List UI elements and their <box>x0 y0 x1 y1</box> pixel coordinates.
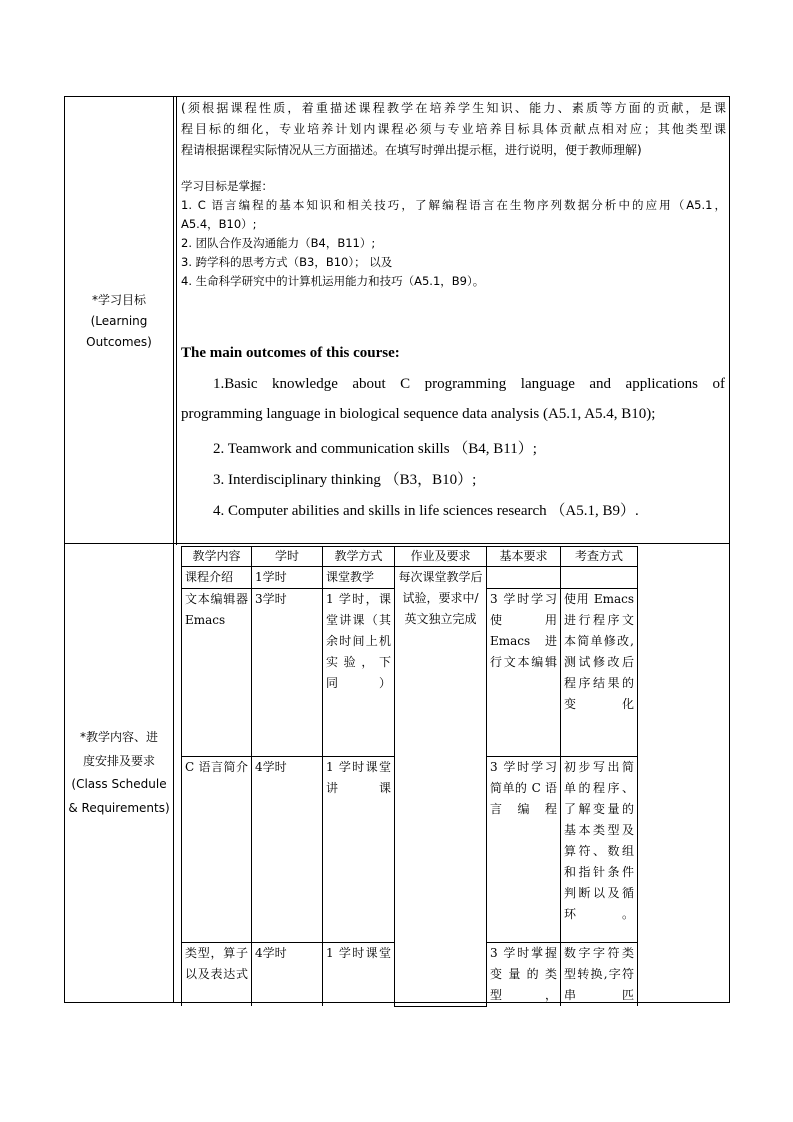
table-cell: 课程介绍 <box>182 567 252 589</box>
learning-outcomes-content <box>181 98 726 291</box>
outcome-en-item: programming language in biological sequence data analysis (A5.1, A5.4, B10); <box>181 406 656 422</box>
label-cn: *学习目标 <box>91 293 146 307</box>
column-header: 学时 <box>252 547 323 567</box>
table-cell: 文本编辑器Emacs <box>182 589 252 757</box>
column-header: 作业及要求 <box>395 547 487 567</box>
outcome-cn-item: 1. C 语言编程的基本知识和相关技巧，了解编程语言在生物序列数据分析中的应用（A5.1， <box>181 198 726 212</box>
outcome-en-item: 3. Interdisciplinary thinking （B3，B10）; <box>213 472 477 488</box>
table-cell: 1 学时，课堂讲课（其余时间上机实验，下同） <box>323 589 395 757</box>
table-cell: 4学时 <box>252 757 323 943</box>
table-cell: 3 学时掌握变量的类型， <box>487 943 561 1007</box>
table-cell: 3 学时学习简单的 C 语言编程 <box>487 757 561 943</box>
outcomes-intro: 学习目标是掌握： <box>181 179 273 193</box>
table-cell: 课堂教学 <box>323 567 395 589</box>
instruction-note: 程请根据课程实际情况从三方面描述。在填写时弹出提示框，进行说明，便于教师理解) <box>181 143 642 157</box>
schedule-table <box>181 546 638 1007</box>
table-cell: 3 学时学习使用 Emacs 进行文本编辑 <box>487 589 561 757</box>
instruction-note: (须根据课程性质，着重描述课程教学在培养学生知识、能力、素质等方面的贡献，是课 <box>181 101 726 115</box>
label-en: Outcomes) <box>86 335 152 349</box>
label-cn: 度安排及要求 <box>82 753 155 768</box>
outcome-cn-item: 4. 生命科学研究中的计算机运用能力和技巧（A5.1，B9）。 <box>181 274 485 288</box>
instruction-note: 程目标的细化，专业培养计划内课程必须与专业培养目标具体贡献点相对应；其他类型课 <box>181 122 726 136</box>
table-header-row <box>182 547 638 567</box>
label-column-divider <box>173 96 174 1003</box>
table-cell: 数字字符类型转换,字符串匹 <box>561 943 638 1007</box>
column-header: 考查方式 <box>561 547 638 567</box>
table-cell: 1 学时课堂 <box>323 943 395 1007</box>
table-cell: C 语言简介 <box>182 757 252 943</box>
homework-cell: 每次课堂教学后试验，要求中/英文独立完成 <box>395 567 487 1007</box>
outcome-cn-item: A5.4，B10）; <box>181 217 257 231</box>
learning-outcomes-label <box>64 290 174 353</box>
outcomes-en-title: The main outcomes of this course: <box>181 345 400 361</box>
table-cell <box>487 567 561 589</box>
label-en: & Requirements) <box>68 800 170 815</box>
table-cell: 3学时 <box>252 589 323 757</box>
outcome-en-item: 2. Teamwork and communication skills （B4, B11）; <box>213 441 537 457</box>
label-en: (Learning <box>90 314 148 328</box>
schedule-label <box>64 726 174 820</box>
column-header: 教学方式 <box>323 547 395 567</box>
table-cell: 1学时 <box>252 567 323 589</box>
row-divider <box>64 543 730 544</box>
table-cell: 使用 Emacs 进行程序文本简单修改,测试修改后程序结果的变化 <box>561 589 638 757</box>
table-row <box>182 567 638 589</box>
label-cn: *教学内容、进 <box>79 730 158 744</box>
table-cell: 1 学时课堂讲课 <box>323 757 395 943</box>
outcome-cn-item: 2. 团队合作及沟通能力（B4，B11）; <box>181 236 376 250</box>
outcome-en-item: 4. Computer abilities and skills in life sciences research （A5.1, B9）. <box>213 503 639 519</box>
outcome-cn-item: 3. 跨学科的思考方式（B3，B10）； 以及 <box>181 255 393 269</box>
column-header: 教学内容 <box>182 547 252 567</box>
column-header: 基本要求 <box>487 547 561 567</box>
outcome-en-item: 1.Basic knowledge about C programming language and applications of <box>213 376 725 392</box>
table-cell: 初步写出简单的程序、了解变量的基本类型及算符、数组和指针条件判断以及循环。 <box>561 757 638 943</box>
table-cell: 4学时 <box>252 943 323 1007</box>
label-column-divider-inner <box>176 96 177 545</box>
label-en: (Class Schedule <box>71 777 167 791</box>
table-cell: 类型，算子以及表达式 <box>182 943 252 1007</box>
table-cell <box>561 567 638 589</box>
